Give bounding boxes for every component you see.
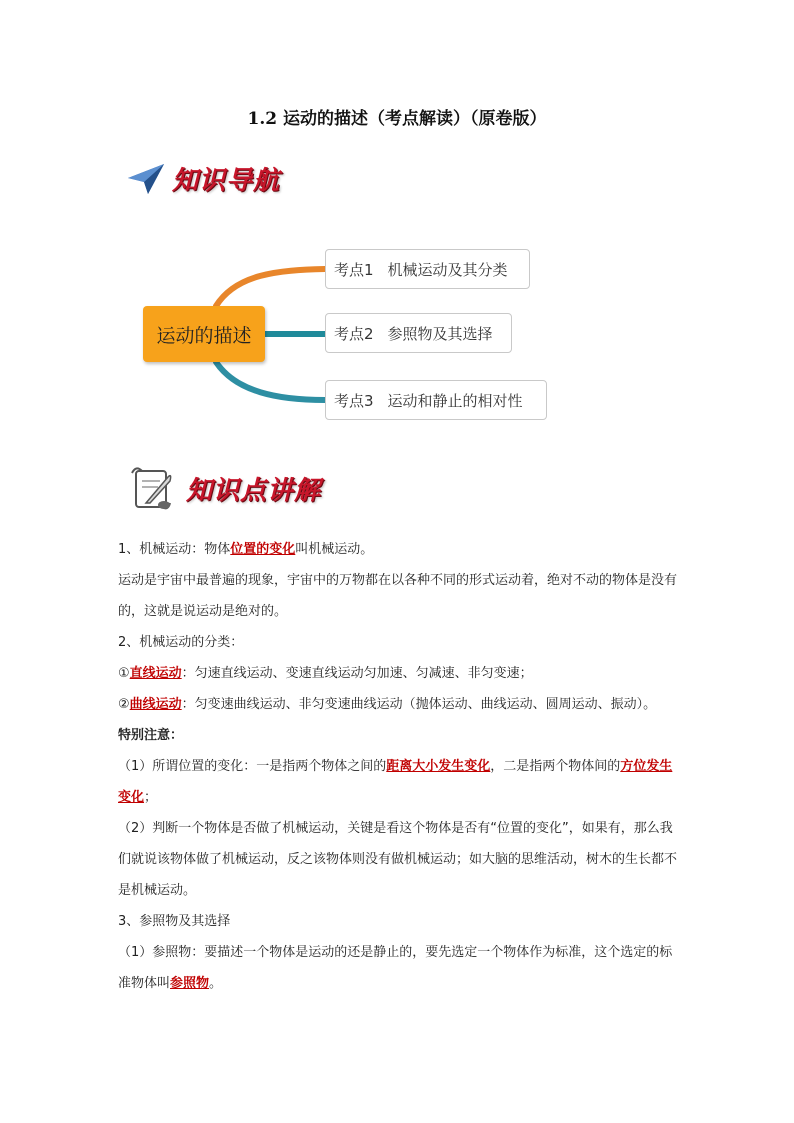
paragraph <box>118 534 678 565</box>
text-run: 。 <box>209 976 223 991</box>
branch-number: 考点2 <box>334 324 374 343</box>
mind-map-branch-2 <box>325 313 512 353</box>
mind-map-branch-1 <box>325 249 530 289</box>
note-heading: 特别注意： <box>118 728 184 743</box>
mind-map-branch-3 <box>325 380 547 420</box>
text-run: 叫机械运动。 <box>295 542 374 557</box>
paragraph <box>118 937 678 999</box>
key-term: 曲线运动 <box>129 697 182 712</box>
paragraph: （2）判断一个物体是否做了机械运动，关键是看这个物体是否有“位置的变化”，如果有，那么我们就说该物体做了机械运动，反之该物体则没有做机械运动；如大脑的思维活动，树木的生长都不是机械运动。 <box>118 821 678 898</box>
paragraph: 3、参照物及其选择 <box>118 914 231 929</box>
branch-number: 考点3 <box>334 391 374 410</box>
list-marker: ② <box>118 697 130 712</box>
key-term: 方位发生变化 <box>118 759 673 805</box>
lecture-content <box>118 534 678 999</box>
text-run: （1）参照物：要描述一个物体是运动的还是静止的，要先选定一个物体作为标准，这个选定的标准物体叫 <box>118 945 673 991</box>
paper-plane-icon <box>126 162 166 196</box>
text-run: （1）所谓位置的变化：一是指两个物体之间的 <box>118 759 387 774</box>
mind-map <box>138 240 558 430</box>
mind-map-center: 运动的描述 <box>143 306 265 362</box>
key-term: 参照物 <box>170 976 210 991</box>
key-term: 位置的变化 <box>230 542 296 557</box>
paragraph: 2、机械运动的分类： <box>118 635 244 650</box>
page-title: 1.2 运动的描述（考点解读）（原卷版） <box>247 109 547 129</box>
text-run: 1、机械运动：物体 <box>118 542 231 557</box>
scroll-quill-icon <box>128 463 176 513</box>
branch-label: 运动和静止的相对性 <box>387 391 523 410</box>
branch-label: 参照物及其选择 <box>387 324 493 343</box>
text-run: ：匀速直线运动、变速直线运动匀加速、匀减速、非匀变速； <box>181 666 533 681</box>
branch-label: 机械运动及其分类 <box>387 260 508 279</box>
key-term: 直线运动 <box>129 666 182 681</box>
text-run: ； <box>144 790 158 805</box>
knowledge-lecture-banner <box>128 463 321 513</box>
key-term: 距离大小发生变化 <box>386 759 491 774</box>
knowledge-lecture-title: 知识点讲解 <box>186 475 322 506</box>
knowledge-nav-title: 知识导航 <box>172 166 281 196</box>
text-run: ，二是指两个物体间的 <box>490 759 621 774</box>
list-marker: ① <box>118 666 130 681</box>
paragraph <box>118 751 678 813</box>
text-run: ：匀变速曲线运动、非匀变速曲线运动（抛体运动、曲线运动、圆周运动、振动）。 <box>181 697 657 712</box>
knowledge-nav-banner <box>126 160 280 197</box>
branch-number: 考点1 <box>334 260 374 279</box>
paragraph: 运动是宇宙中最普遍的现象，宇宙中的万物都在以各种不同的形式运动着，绝对不动的物体是没有的，这就是说运动是绝对的。 <box>118 573 678 619</box>
paragraph <box>118 658 678 689</box>
paragraph <box>118 689 678 720</box>
